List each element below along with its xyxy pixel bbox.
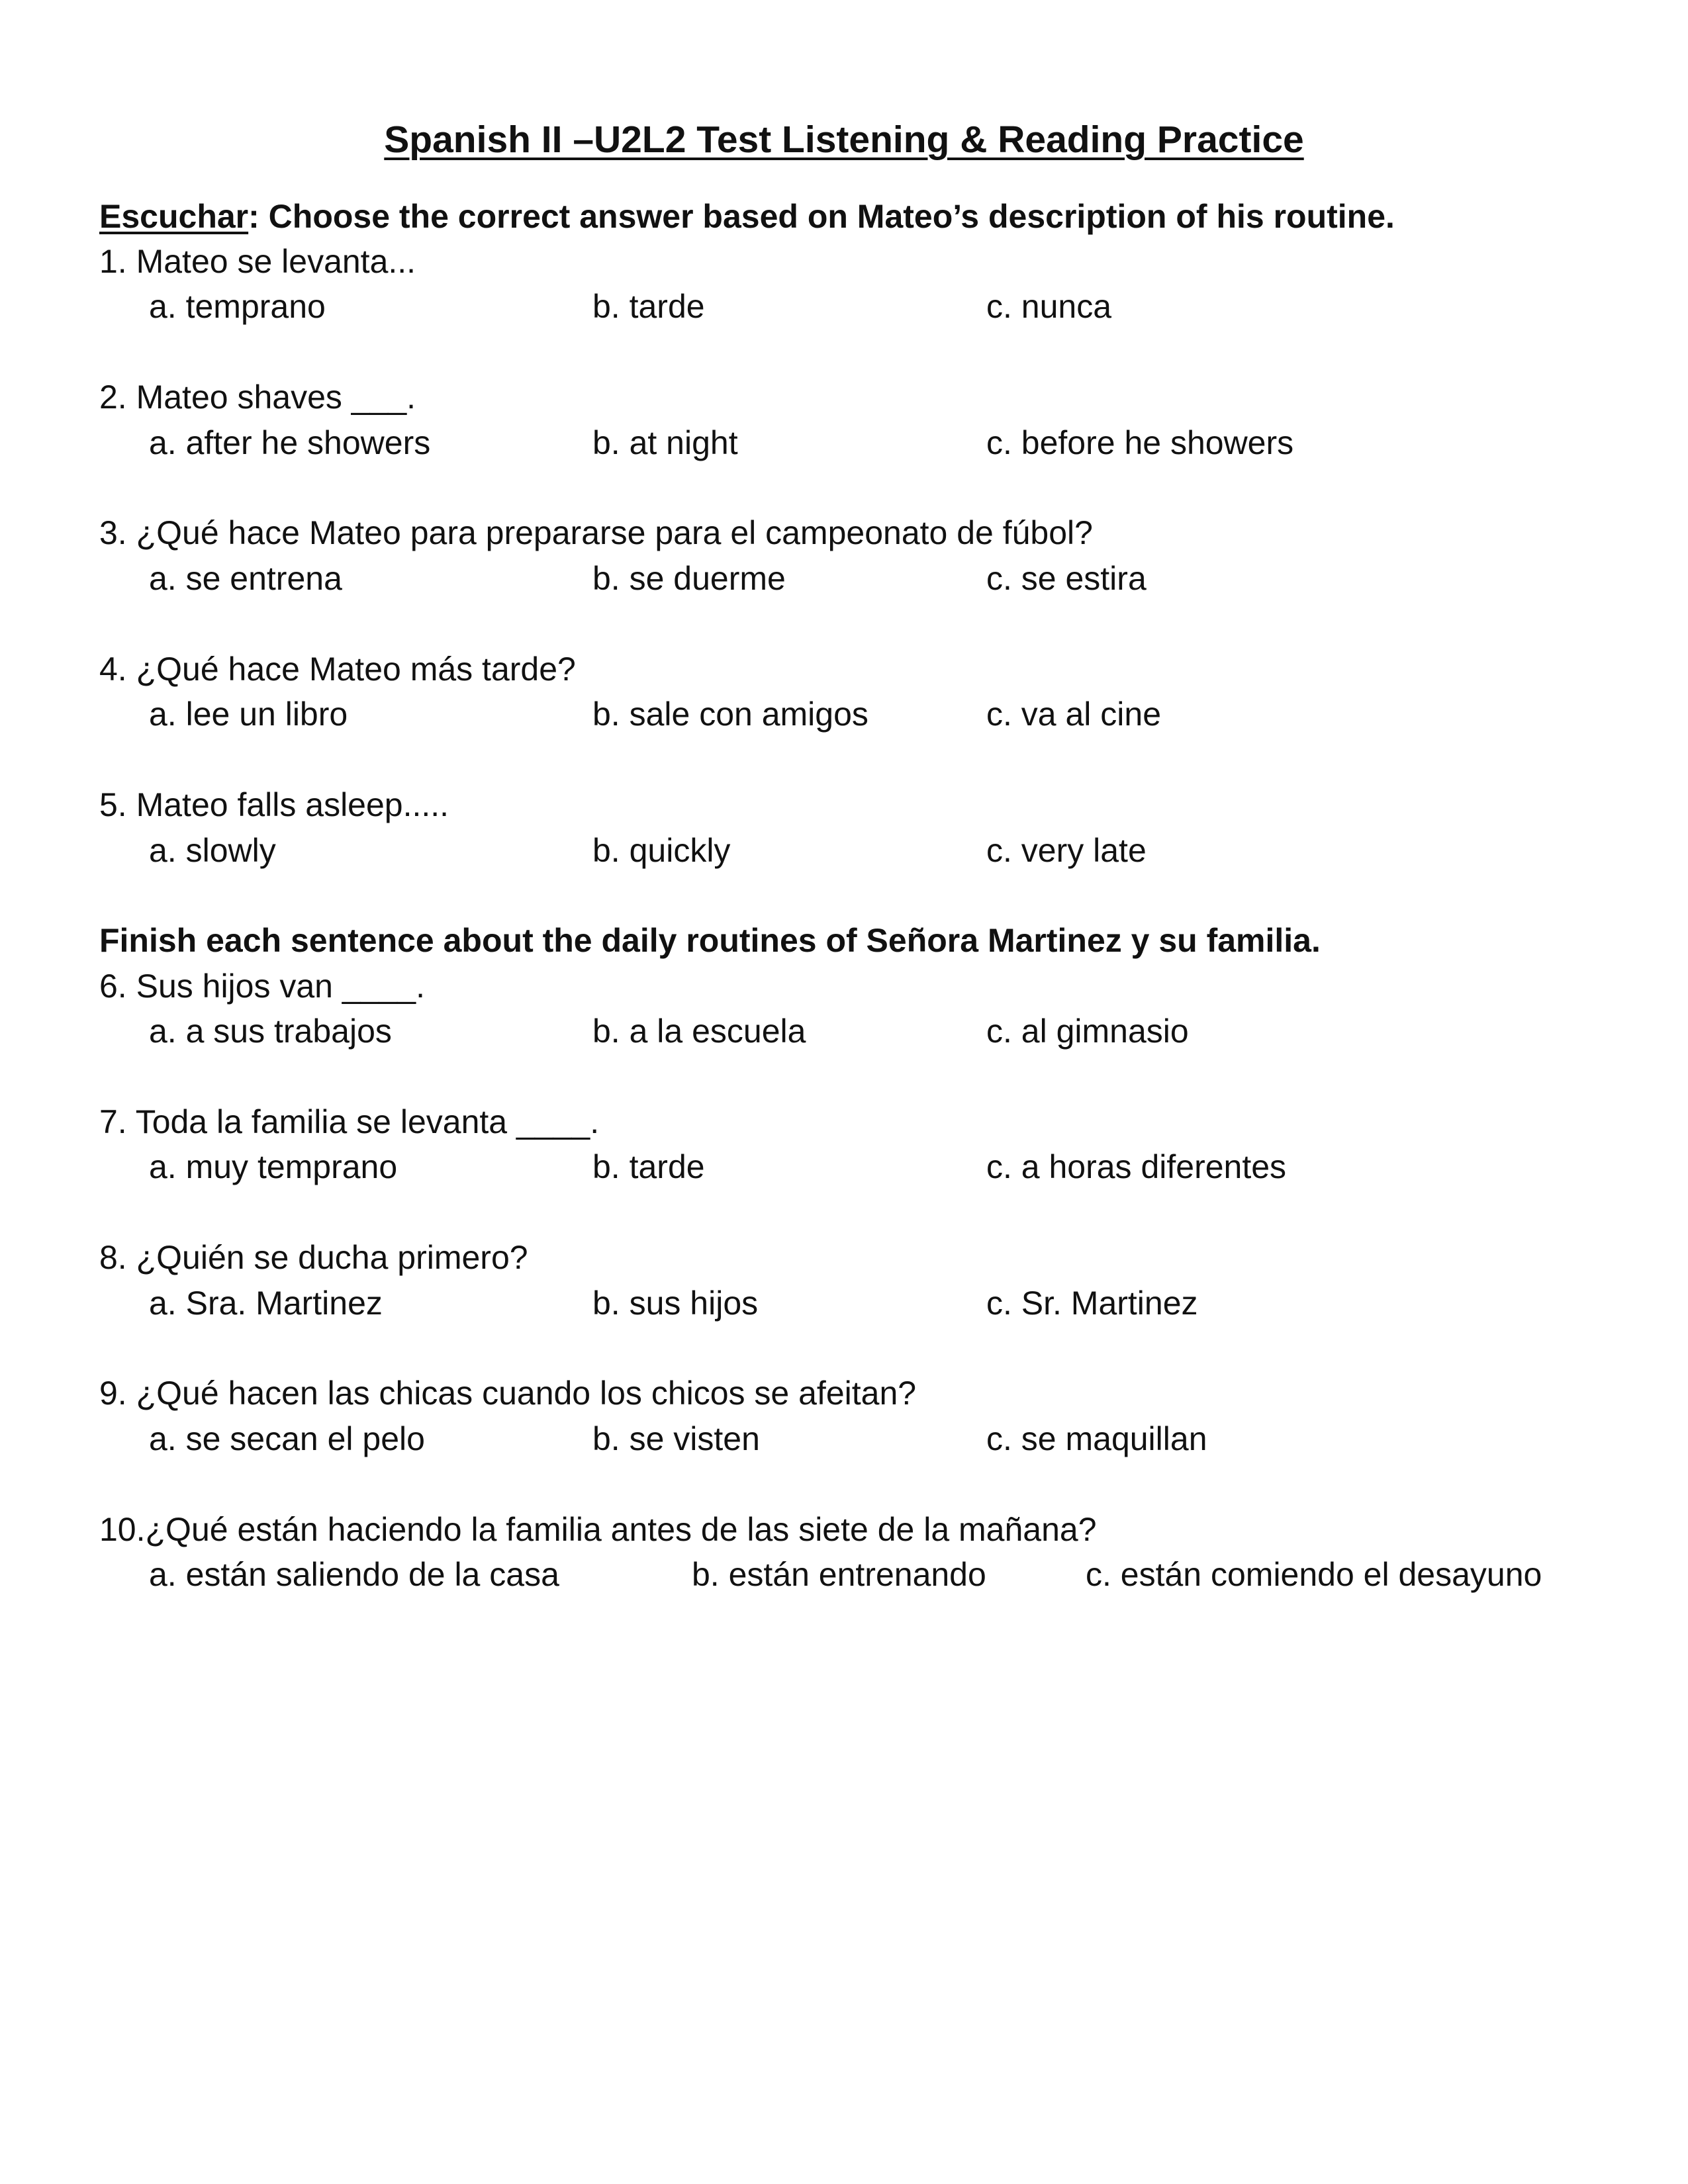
q1-option-b: b. tarde (592, 288, 705, 325)
question-7: 7. Toda la familia se levanta ____. (99, 1103, 600, 1140)
q8-option-c: c. Sr. Martinez (986, 1285, 1198, 1322)
question-8: 8. ¿Quién se ducha primero? (99, 1239, 528, 1276)
question-1: 1. Mateo se levanta... (99, 243, 416, 280)
q10-option-a: a. están saliendo de la casa (149, 1556, 559, 1593)
q9-option-b: b. se visten (592, 1420, 760, 1457)
q4-option-c: c. va al cine (986, 696, 1162, 733)
q1-option-c: c. nunca (986, 288, 1112, 325)
q7-option-a: a. muy temprano (149, 1148, 398, 1185)
q7-option-c: c. a horas diferentes (986, 1148, 1287, 1185)
q5-option-c: c. very late (986, 832, 1147, 869)
section1-instructions (99, 197, 1395, 236)
q7-option-b: b. tarde (592, 1148, 705, 1185)
question-10: 10.¿Qué están haciendo la familia antes de las siete de la mañana? (99, 1511, 1097, 1548)
q6-option-b: b. a la escuela (592, 1013, 806, 1050)
question-2: 2. Mateo shaves ___. (99, 379, 416, 416)
q6-option-a: a. a sus trabajos (149, 1013, 392, 1050)
section2-instructions: Finish each sentence about the daily routines of Señora Martinez y su familia. (99, 922, 1321, 959)
q3-option-a: a. se entrena (149, 560, 342, 597)
q4-option-b: b. sale con amigos (592, 696, 868, 733)
question-5: 5. Mateo falls asleep..... (99, 786, 449, 823)
question-3: 3. ¿Qué hace Mateo para prepararse para el campeonato de fúbol? (99, 514, 1093, 551)
q8-option-b: b. sus hijos (592, 1285, 759, 1322)
q5-option-a: a. slowly (149, 832, 276, 869)
q4-option-a: a. lee un libro (149, 696, 348, 733)
question-6: 6. Sus hijos van ____. (99, 968, 425, 1005)
q8-option-a: a. Sra. Martinez (149, 1285, 383, 1322)
question-4: 4. ¿Qué hace Mateo más tarde? (99, 651, 576, 688)
q2-option-c: c. before he showers (986, 424, 1294, 461)
q1-option-a: a. temprano (149, 288, 326, 325)
q3-option-c: c. se estira (986, 560, 1147, 597)
page-title: Spanish II –U2L2 Test Listening & Reading Practice (384, 118, 1304, 161)
q6-option-c: c. al gimnasio (986, 1013, 1189, 1050)
q2-option-a: a. after he showers (149, 424, 431, 461)
q9-option-c: c. se maquillan (986, 1420, 1207, 1457)
q10-option-b: b. están entrenando (692, 1556, 986, 1593)
q5-option-b: b. quickly (592, 832, 731, 869)
question-9: 9. ¿Qué hacen las chicas cuando los chicos se afeitan? (99, 1375, 917, 1412)
q3-option-b: b. se duerme (592, 560, 786, 597)
q2-option-b: b. at night (592, 424, 738, 461)
section1-text: : Choose the correct answer based on Mateo’s description of his routine. (248, 198, 1395, 235)
q10-option-c: c. están comiendo el desayuno (1086, 1556, 1542, 1593)
q9-option-a: a. se secan el pelo (149, 1420, 425, 1457)
section1-label: Escuchar (99, 198, 249, 235)
